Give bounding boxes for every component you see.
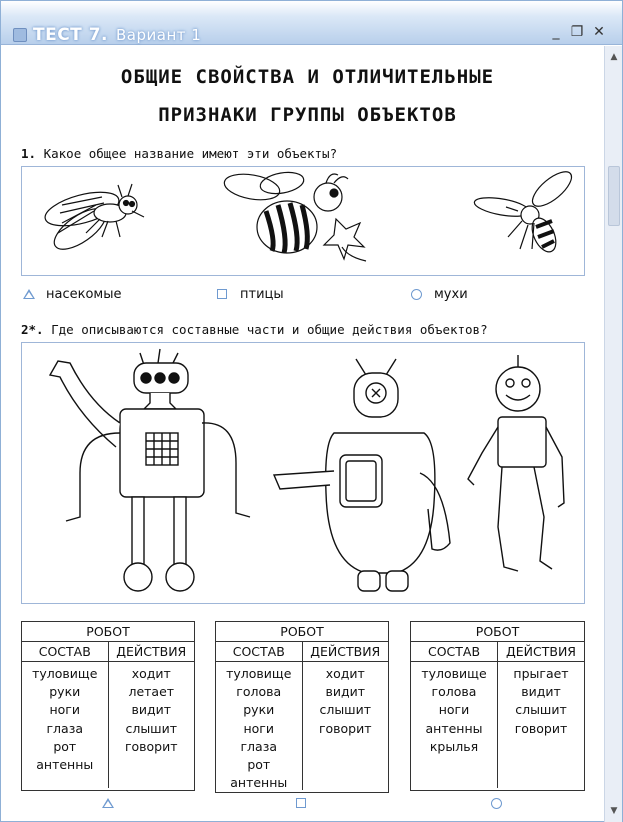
robot-table-1 — [21, 621, 195, 791]
scroll-down-icon[interactable]: ▼ — [610, 806, 618, 816]
option-insects[interactable]: насекомые — [46, 287, 122, 302]
robot-table-2-col1: СОСТАВ — [216, 642, 303, 661]
page-title-line1: ОБЩИЕ СВОЙСТВА И ОТЛИЧИТЕЛЬНЫЕ — [120, 66, 495, 88]
robot-table-2-parts — [216, 662, 303, 790]
window-title-test: ТЕСТ 7. — [33, 25, 108, 45]
option-triangle-icon[interactable] — [23, 289, 35, 299]
list-item: руки — [243, 702, 275, 718]
robot-table-3-col1: СОСТАВ — [411, 642, 498, 661]
option-flies[interactable]: мухи — [434, 287, 468, 302]
question-2-text: Где описываются составные части и общие действия объектов? — [51, 322, 488, 337]
scroll-up-icon[interactable]: ▲ — [610, 52, 618, 62]
list-item: руки — [49, 684, 81, 700]
list-item: крылья — [429, 738, 479, 754]
vertical-scrollbar[interactable] — [604, 46, 622, 822]
robot-table-2 — [215, 621, 389, 793]
list-item: говорит — [124, 738, 178, 754]
list-item: голова — [236, 684, 282, 700]
list-item: глаза — [240, 738, 278, 754]
robot-3-drawing — [468, 355, 564, 571]
answer-circle-icon[interactable] — [491, 798, 502, 809]
page-title-line2: ПРИЗНАКИ ГРУППЫ ОБЪЕКТОВ — [158, 104, 457, 126]
list-item: видит — [325, 684, 366, 700]
list-item: слышит — [125, 720, 178, 736]
list-item: голова — [431, 684, 477, 700]
list-item: видит — [131, 702, 172, 718]
list-item: туловище — [32, 666, 98, 681]
list-item: антенны — [425, 720, 483, 736]
robot-table-2-actions — [303, 662, 389, 790]
option-birds[interactable]: птицы — [240, 287, 284, 302]
answer-square-icon[interactable] — [296, 798, 306, 808]
window-app-icon — [13, 28, 27, 42]
list-item: туловище — [421, 666, 487, 681]
question-2 — [21, 322, 488, 337]
list-item: говорит — [514, 720, 568, 736]
robot-table-1-col1: СОСТАВ — [22, 642, 109, 661]
list-item: рот — [53, 738, 77, 754]
robots-picture — [21, 342, 585, 604]
robot-table-3-actions — [498, 662, 584, 788]
option-square-icon[interactable] — [217, 289, 227, 299]
insects-picture — [21, 166, 585, 276]
wasp-drawing — [473, 167, 577, 256]
robot-table-1-col2: ДЕЙСТВИЯ — [116, 644, 187, 659]
close-button[interactable]: ✕ — [593, 24, 605, 40]
robot-table-1-title: РОБОТ — [22, 622, 194, 642]
list-item: видит — [521, 684, 561, 700]
list-item: ноги — [438, 702, 470, 718]
window-title-variant: Вариант 1 — [116, 26, 202, 44]
list-item: рот — [247, 757, 271, 773]
list-item: летает — [128, 684, 175, 700]
robot-2-drawing — [274, 359, 450, 591]
restore-button[interactable]: ❐ — [570, 24, 584, 40]
list-item: слышит — [319, 702, 372, 718]
list-item: ходит — [131, 666, 171, 681]
robot-table-2-title: РОБОТ — [216, 622, 388, 642]
robot-table-3-col2: ДЕЙСТВИЯ — [506, 644, 576, 659]
option-circle-icon[interactable] — [411, 289, 422, 300]
list-item: прыгает — [513, 666, 569, 681]
question-2-number: 2*. — [21, 322, 44, 337]
scroll-thumb[interactable] — [608, 166, 620, 226]
robot-table-1-actions — [109, 662, 195, 788]
list-item: ноги — [49, 702, 80, 718]
list-item: слышит — [515, 702, 567, 718]
robot-1-drawing — [50, 349, 250, 591]
list-item: говорит — [318, 720, 372, 736]
test-content — [1, 46, 604, 822]
robot-table-3-parts — [411, 662, 498, 788]
list-item: ходит — [325, 666, 365, 681]
bee-drawing — [222, 169, 366, 261]
list-item: глаза — [46, 720, 84, 736]
robot-table-3-title: РОБОТ — [411, 622, 584, 642]
fly-drawing — [42, 184, 144, 257]
question-1-text: Какое общее название имеют эти объекты? — [43, 146, 338, 161]
list-item: антенны — [230, 775, 288, 791]
answer-triangle-icon[interactable] — [102, 798, 114, 808]
robot-table-2-col2: ДЕЙСТВИЯ — [310, 644, 381, 659]
list-item: антенны — [36, 757, 94, 773]
robot-table-3 — [410, 621, 585, 791]
minimize-button[interactable]: _ — [552, 24, 560, 40]
robot-table-1-parts — [22, 662, 109, 788]
list-item: ноги — [243, 720, 274, 736]
window-title — [33, 25, 201, 45]
question-1 — [21, 146, 337, 161]
title-bar — [1, 1, 622, 45]
list-item: туловище — [226, 666, 292, 681]
question-1-number: 1. — [21, 146, 37, 161]
